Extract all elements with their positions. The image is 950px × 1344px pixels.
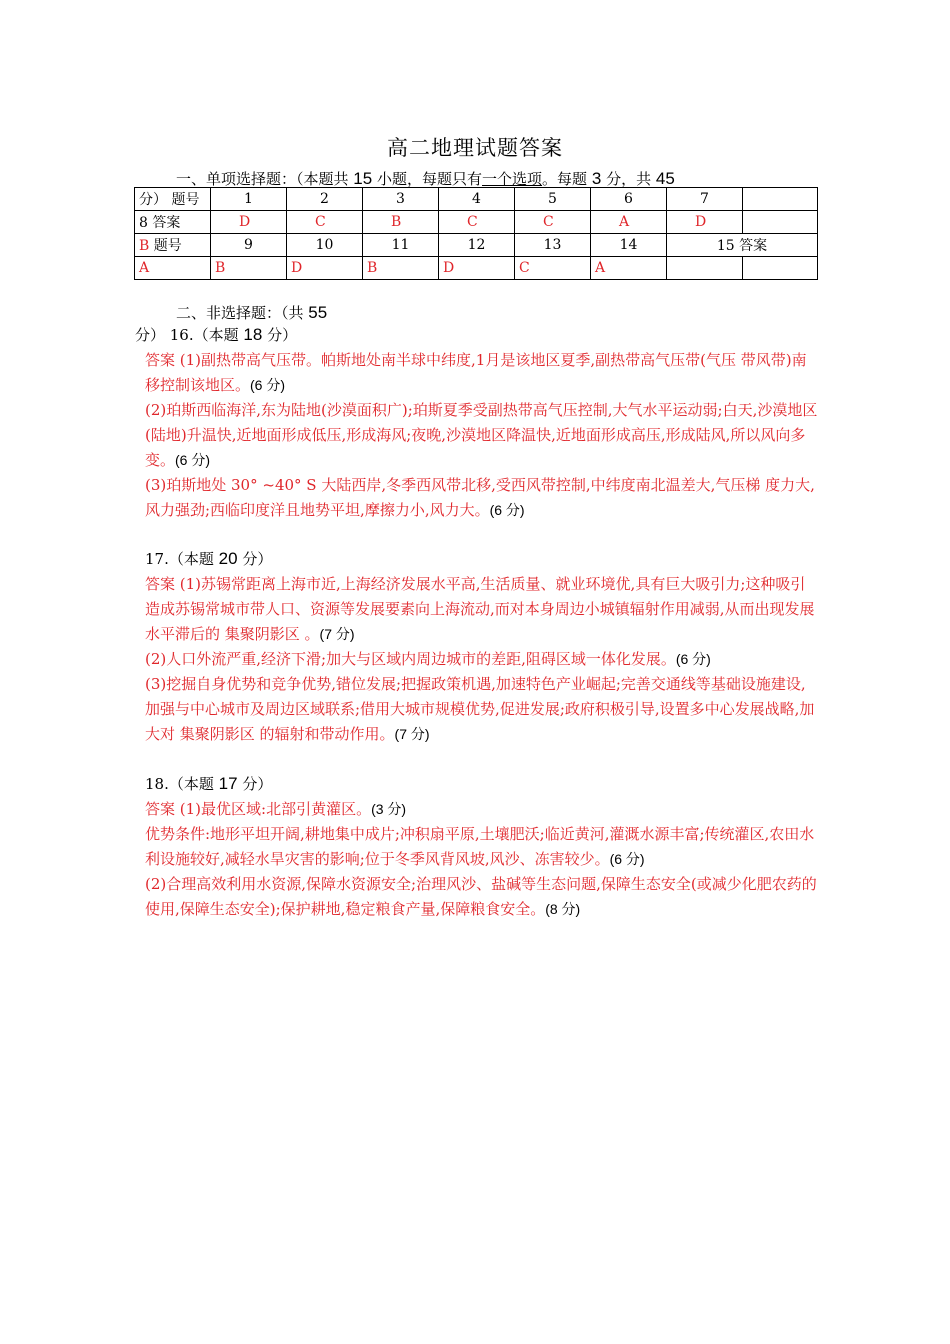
table-cell: 13: [515, 234, 591, 257]
per-question-score: 3: [591, 169, 602, 188]
question-heading-pre: 18.（本题: [145, 775, 214, 793]
answer-text: (3)挖掘自身优势和竞争优势,错位发展;把握政策机遇,加速特色产业崛起;完善交通线等基础设施建设,加强与中心城市及周边区域联系;借用大城市规模优势,促进发展;政府积极引导,设置多中心发展战略,加大对 集聚阴影区 的辐射和带动作用。: [145, 675, 815, 743]
table-cell-answer: C: [515, 211, 591, 234]
table-cell: 4: [439, 188, 515, 211]
score-mark: (3 分): [371, 801, 407, 817]
table-cell: 1: [211, 188, 287, 211]
table-cell-answer: C: [515, 257, 591, 280]
table-cell: [743, 257, 818, 280]
question-heading-pre: 17.（本题: [145, 550, 214, 568]
table-cell: [743, 211, 818, 234]
table-cell: 12: [439, 234, 515, 257]
table-cell-label: 题号: [149, 238, 182, 254]
question-heading-post: 分）: [242, 550, 273, 568]
question-heading: [145, 546, 820, 572]
table-cell-answer: A: [591, 257, 667, 280]
table-cell-answer: C: [439, 211, 515, 234]
table-cell-answer: B: [211, 257, 287, 280]
table-cell: 5: [515, 188, 591, 211]
table-cell: 8 答案: [135, 211, 211, 234]
answer-text: 答案 (1)苏锡常距离上海市近,上海经济发展水平高,生活质量、就业环境优,具有巨大吸引力;这种吸引造成苏锡常城市带人口、资源等发展要素向上海流动,而对本身周边小城镇辐射作用减弱,从而出现发展水平滞后的 集聚阴影区 。: [145, 575, 815, 643]
question-16-answer: [135, 322, 820, 523]
table-row: [135, 257, 818, 280]
table-cell-answer: D: [667, 211, 743, 234]
answer-paragraph: [145, 822, 820, 872]
section-one-mid: 小题，每题只有: [377, 170, 483, 188]
answer-paragraph: [145, 797, 820, 822]
section-one-total: 45: [655, 169, 675, 188]
answer-text: 答案 (1)最优区域:北部引黄灌区。: [145, 800, 372, 818]
score-mark: (6 分): [250, 377, 286, 393]
table-cell: [667, 257, 743, 280]
section-one-prefix: 一、单项选择题：（本题共: [176, 170, 349, 188]
table-cell: [135, 234, 211, 257]
page-title: 高二地理试题答案: [387, 136, 563, 160]
table-cell: [743, 188, 818, 211]
table-cell: 6: [591, 188, 667, 211]
question-heading-post: 分）: [267, 326, 298, 344]
question-score: 18: [243, 325, 263, 344]
table-cell-answer: A: [591, 211, 667, 234]
answer-paragraph: [145, 672, 820, 747]
answer-paragraph: [145, 572, 820, 647]
section-two-heading: [176, 302, 327, 323]
answer-paragraph: [145, 473, 820, 523]
table-cell-answer: D: [439, 257, 515, 280]
section-one-mid2: 。每题: [542, 170, 588, 188]
answer-paragraph: [145, 398, 820, 473]
table-cell-answer: B: [139, 238, 150, 254]
answer-paragraph: [145, 348, 820, 398]
table-cell: 2: [287, 188, 363, 211]
score-mark: (6 分): [609, 851, 645, 867]
question-count: 15: [353, 169, 373, 188]
question-heading-pre: 分） 16.（本题: [135, 326, 239, 344]
answer-paragraph: [145, 872, 820, 922]
table-cell-answer: A: [135, 257, 211, 280]
answer-table: [134, 187, 818, 280]
score-mark: (6 分): [675, 651, 711, 667]
score-mark: (8 分): [545, 901, 581, 917]
table-cell: 14: [591, 234, 667, 257]
underlined-phrase: 一个选项: [482, 170, 543, 188]
table-row: [135, 234, 818, 257]
question-17-answer: [145, 546, 820, 747]
score-mark: (7 分): [319, 626, 355, 642]
table-cell: 10: [287, 234, 363, 257]
table-cell-answer: B: [363, 257, 439, 280]
table-cell-answer: B: [363, 211, 439, 234]
section-one-mid3: 分，共: [606, 170, 652, 188]
question-heading: [145, 771, 820, 797]
question-score: 17: [218, 774, 238, 793]
table-cell: 9: [211, 234, 287, 257]
answer-text: (3)珀斯地处 30° ~40° S 大陆西岸,冬季西风带北移,受西风带控制,中纬度南北温差大,气压梯 度力大,风力强劲;西临印度洋且地势平坦,摩擦力小,风力大。: [145, 476, 815, 519]
section-two-prefix: 二、非选择题：（共: [176, 304, 304, 322]
table-cell-answer: C: [287, 211, 363, 234]
question-heading-post: 分）: [242, 775, 273, 793]
score-mark: (7 分): [394, 726, 430, 742]
score-mark: (6 分): [175, 452, 211, 468]
answer-text: 答案 (1)副热带高气压带。帕斯地处南半球中纬度,1月是该地区夏季,副热带高气压带(气压 带风带)南移控制该地区。: [145, 351, 807, 394]
answer-text: (2)合理高效利用水资源,保障水资源安全;治理风沙、盐碱等生态问题,保障生态安全(或减少化肥农药的使用,保障生态安全);保护耕地,稳定粮食产量,保障粮食安全。: [145, 875, 817, 918]
table-cell: 11: [363, 234, 439, 257]
table-cell-answer: D: [211, 211, 287, 234]
table-cell: 分） 题号: [135, 188, 211, 211]
answer-paragraph: [145, 647, 820, 672]
table-row: [135, 211, 818, 234]
question-heading: [135, 322, 820, 348]
table-cell: 7: [667, 188, 743, 211]
table-cell: 3: [363, 188, 439, 211]
table-cell-answer: D: [287, 257, 363, 280]
table-cell: 15 答案: [667, 234, 818, 257]
answer-text: (2)人口外流严重,经济下滑;加大与区域内周边城市的差距,阻碍区域一体化发展。: [145, 650, 676, 668]
score-mark: (6 分): [489, 502, 525, 518]
table-row: [135, 188, 818, 211]
question-score: 20: [218, 549, 238, 568]
answer-text: 优势条件:地形平坦开阔,耕地集中成片;冲积扇平原,土壤肥沃;临近黄河,灌溉水源丰富;传统灌区,农田水利设施较好,减轻水旱灾害的影响;位于冬季风背风坡,风沙、冻害较少。: [145, 825, 815, 868]
section-two-total: 55: [308, 303, 328, 322]
section-one-heading: [176, 168, 675, 189]
question-18-answer: [145, 771, 820, 922]
answer-text: (2)珀斯西临海洋,东为陆地(沙漠面积广);珀斯夏季受副热带高气压控制,大气水平运动弱;白天,沙漠地区(陆地)升温快,近地面形成低压,形成海风;夜晚,沙漠地区降温快,近地面形成高压,形成陆风,所以风向多变。: [145, 401, 818, 469]
